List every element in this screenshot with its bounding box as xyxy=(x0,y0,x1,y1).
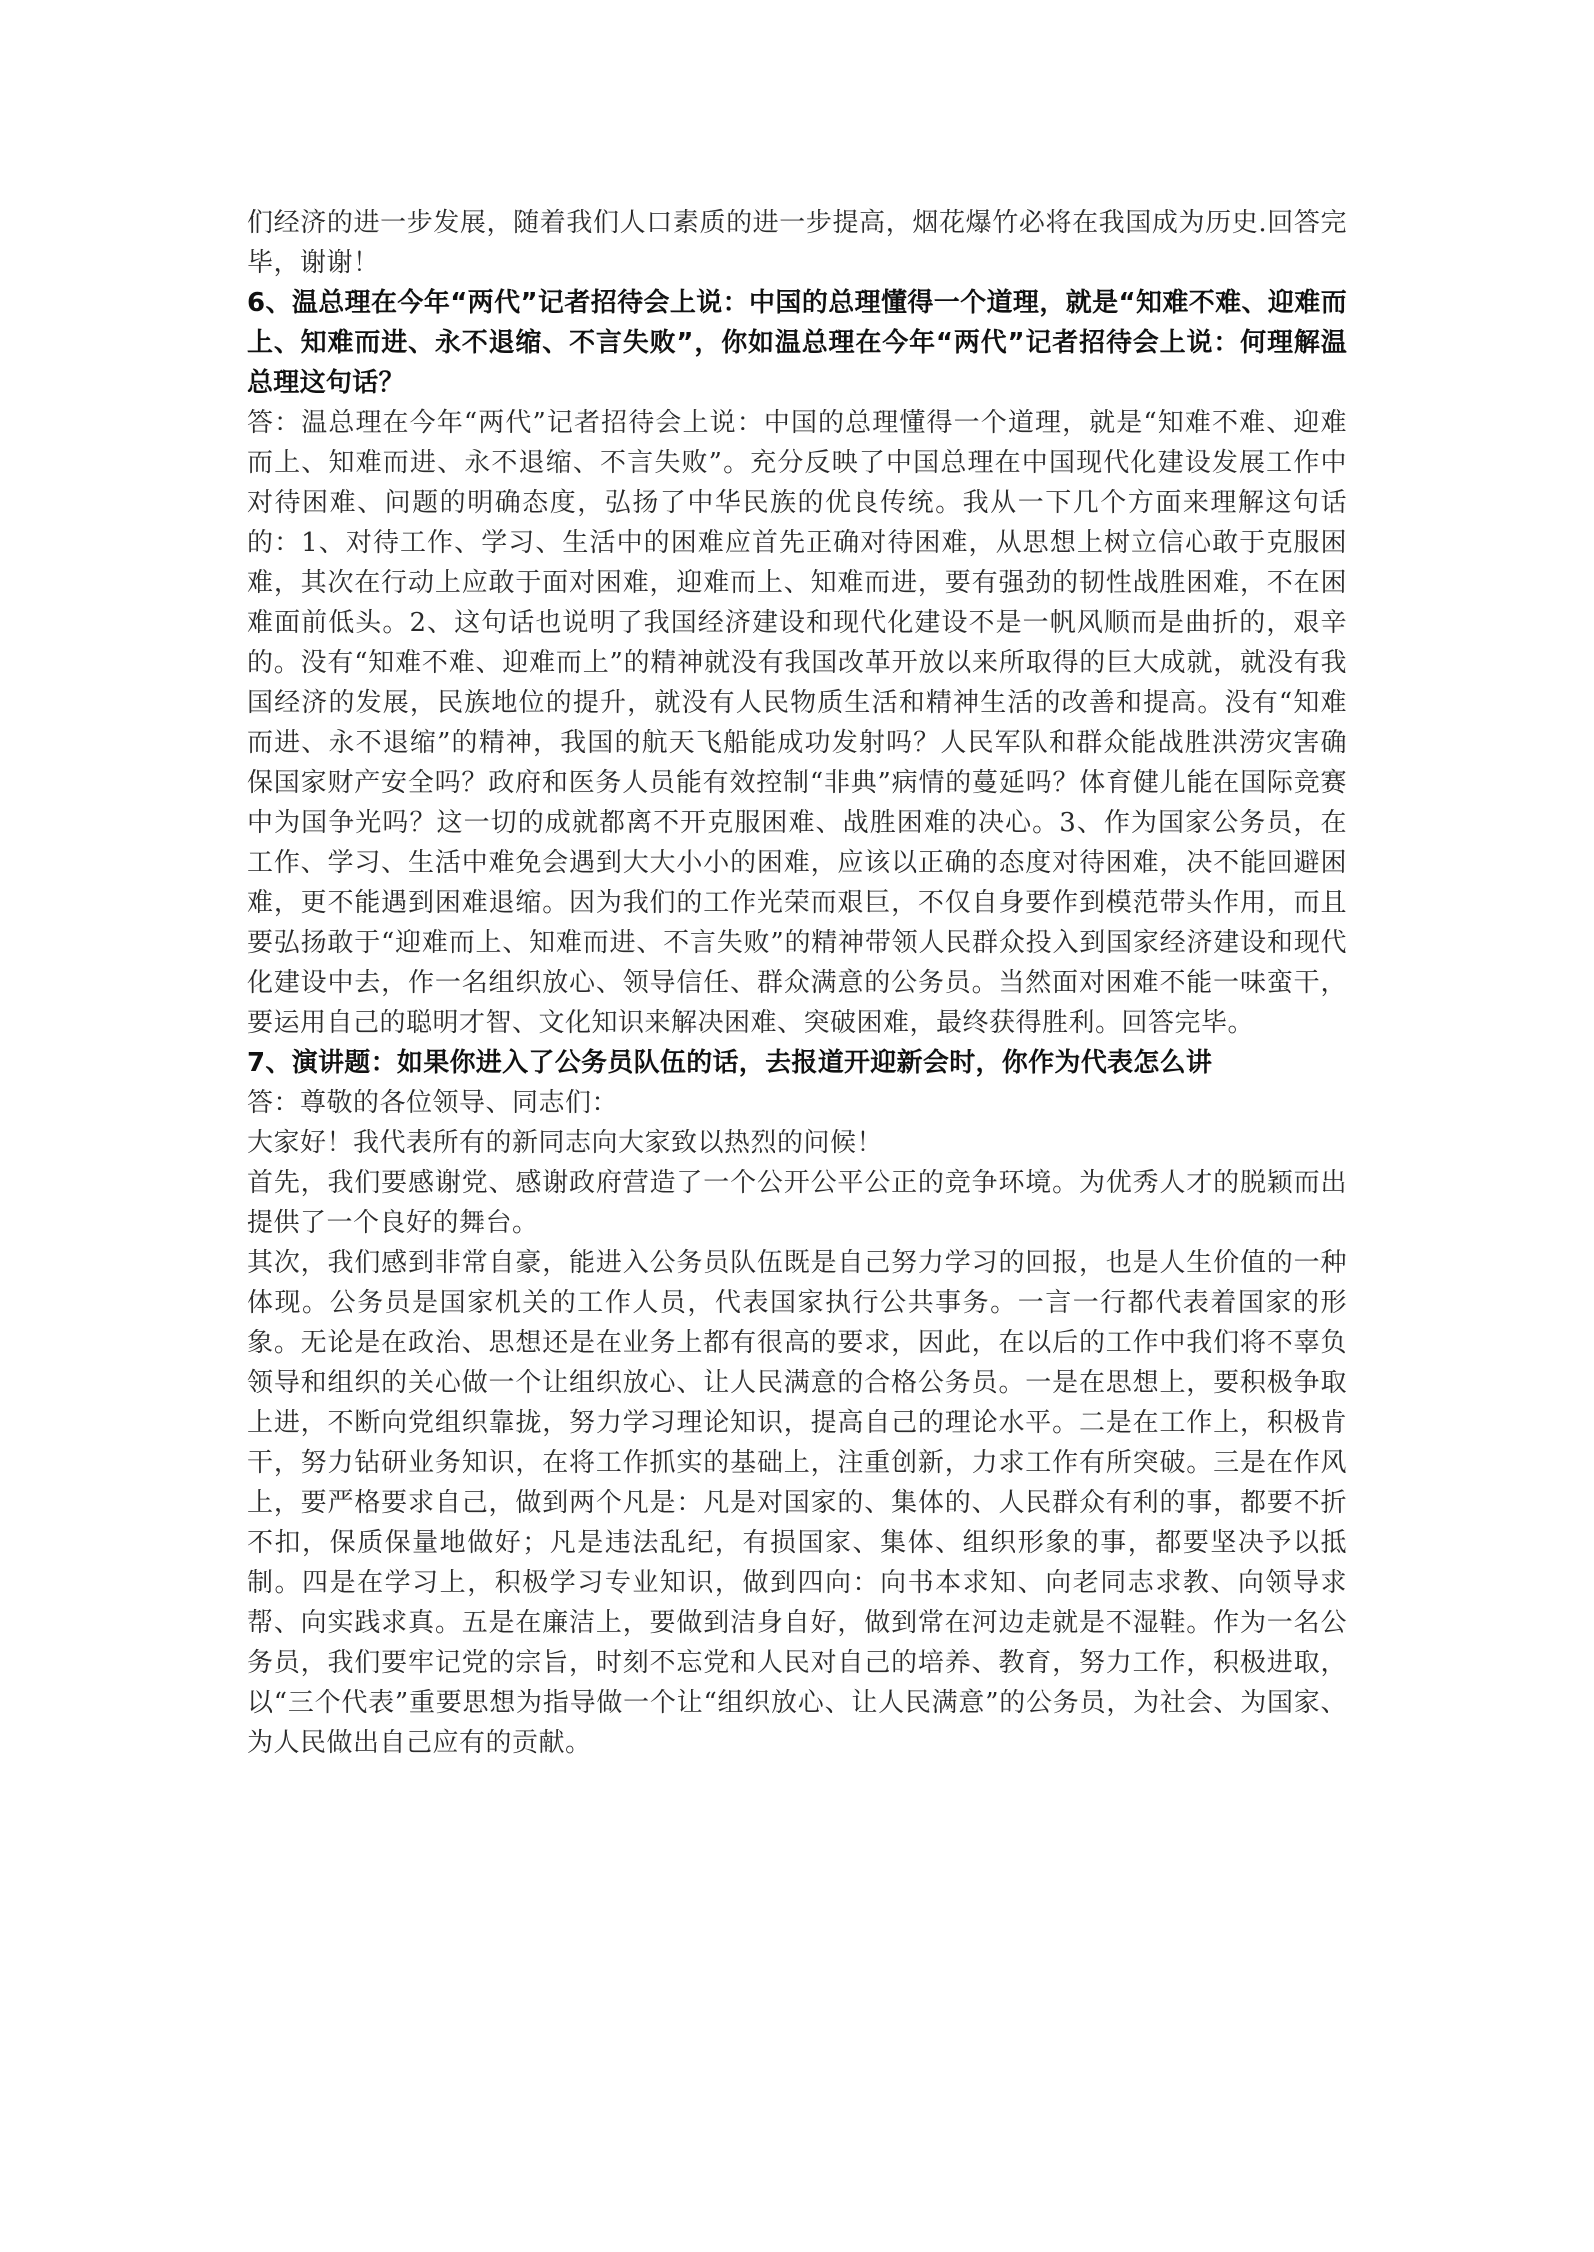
document-body xyxy=(247,203,1347,1763)
paragraph-answer-5-end: 们经济的进一步发展，随着我们人口素质的进一步提高，烟花爆竹必将在我国成为历史.回答完毕，谢谢！ xyxy=(247,208,1347,278)
answer-7-greeting: 大家好！我代表所有的新同志向大家致以热烈的问候！ xyxy=(247,1128,884,1158)
answer-6: 答：温总理在今年“两代”记者招待会上说：中国的总理懂得一个道理，就是“知难不难、迎难而上、知难而进、永不退缩、不言失败”。充分反映了中国总理在中国现代化建设发展工作中对待困难、问题的明确态度，弘扬了中华民族的优良传统。我从一下几个方面来理解这句话的：1、对待工作、学习、生活中的困难应首先正确对待困难，从思想上树立信心敢于克服困难，其次在行动上应敢于面对困难，迎难而上、知难而进，要有强劲的韧性战胜困难，不在困难面前低头。2、这句话也说明了我国经济建设和现代化建设不是一帆风顺而是曲折的，艰辛的。没有“知难不难、迎难而上”的精神就没有我国改革开放以来所取得的巨大成就，就没有我国经济的发展，民族地位的提升，就没有人民物质生活和精神生活的改善和提高。没有“知难而进、永不退缩”的精神，我国的航天飞船能成功发射吗？人民军队和群众能战胜洪涝灾害确保国家财产安全吗？政府和医务人员能有效控制“非典”病情的蔓延吗？体育健儿能在国际竞赛中为国争光吗？这一切的成就都离不开克服困难、战胜困难的决心。3、作为国家公务员，在工作、学习、生活中难免会遇到大大小小的困难，应该以正确的态度对待困难，决不能回避困难，更不能遇到困难退缩。因为我们的工作光荣而艰巨，不仅自身要作到模范带头作用，而且要弘扬敢于“迎难而上、知难而进、不言失败”的精神带领人民群众投入到国家经济建设和现代化建设中去，作一名组织放心、领导信任、群众满意的公务员。当然面对困难不能一味蛮干，要运用自己的聪明才智、文化知识来解决困难、突破困难，最终获得胜利。回答完毕。 xyxy=(247,408,1347,1038)
answer-7-salutation: 答：尊敬的各位领导、同志们： xyxy=(247,1088,619,1118)
question-7: 7、演讲题：如果你进入了公务员队伍的话，去报道开迎新会时，你作为代表怎么讲 xyxy=(247,1048,1213,1078)
answer-7-second: 其次，我们感到非常自豪，能进入公务员队伍既是自己努力学习的回报，也是人生价值的一种体现。公务员是国家机关的工作人员，代表国家执行公共事务。一言一行都代表着国家的形象。无论是在政治、思想还是在业务上都有很高的要求，因此，在以后的工作中我们将不辜负领导和组织的关心做一个让组织放心、让人民满意的合格公务员。一是在思想上，要积极争取上进，不断向党组织靠拢，努力学习理论知识，提高自己的理论水平。二是在工作上，积极肯干，努力钻研业务知识，在将工作抓实的基础上，注重创新，力求工作有所突破。三是在作风上，要严格要求自己，做到两个凡是：凡是对国家的、集体的、人民群众有利的事，都要不折不扣，保质保量地做好；凡是违法乱纪，有损国家、集体、组织形象的事，都要坚决予以抵制。四是在学习上，积极学习专业知识，做到四向：向书本求知、向老同志求教、向领导求帮、向实践求真。五是在廉洁上，要做到洁身自好，做到常在河边走就是不湿鞋。作为一名公务员，我们要牢记党的宗旨，时刻不忘党和人民对自己的培养、教育，努力工作，积极进取，以“三个代表”重要思想为指导做一个让“组织放心、让人民满意”的公务员，为社会、为国家、为人民做出自己应有的贡献。 xyxy=(247,1248,1347,1758)
answer-7-first: 首先，我们要感谢党、感谢政府营造了一个公开公平公正的竞争环境。为优秀人才的脱颖而出提供了一个良好的舞台。 xyxy=(247,1168,1347,1238)
question-6: 6、温总理在今年“两代”记者招待会上说：中国的总理懂得一个道理，就是“知难不难、迎难而上、知难而进、永不退缩、不言失败”，你如温总理在今年“两代”记者招待会上说：何理解温总理这句话？ xyxy=(247,288,1347,398)
